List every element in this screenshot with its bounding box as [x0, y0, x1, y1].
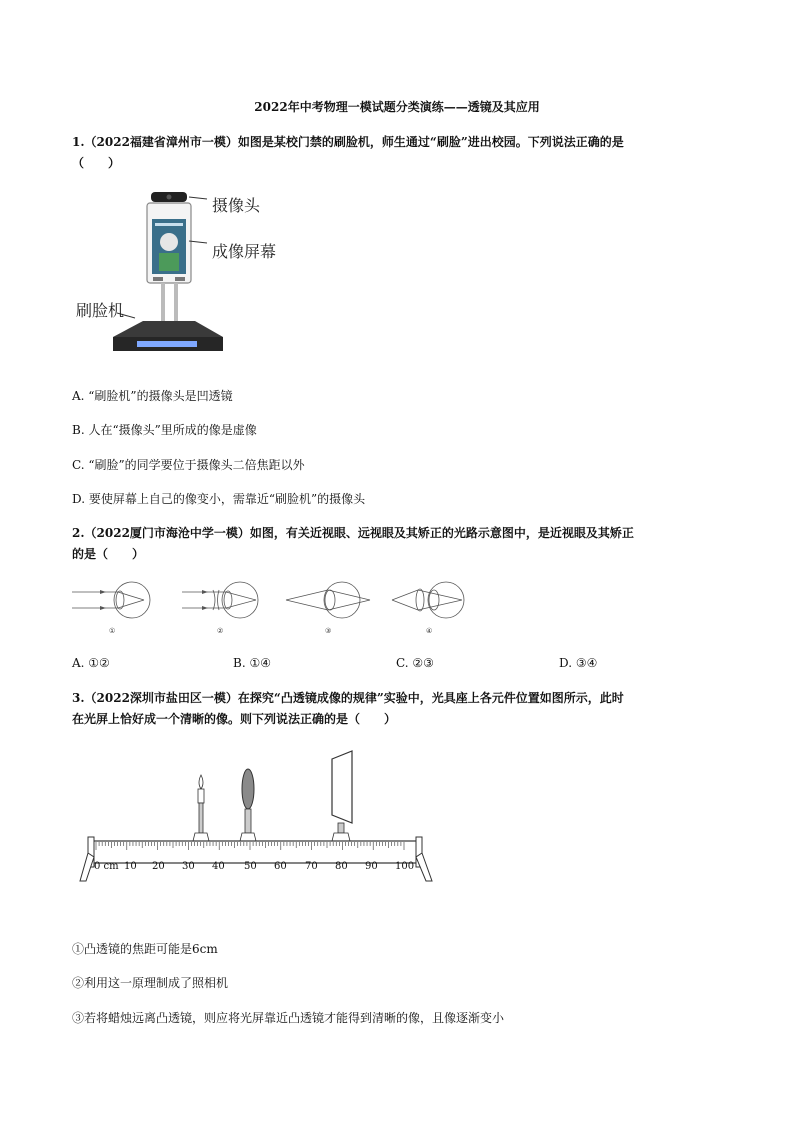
q1-option-b: B. 人在“摄像头”里所成的像是虚像 [72, 423, 257, 437]
q3-statement-1: ①凸透镜的焦距可能是6cm [72, 942, 218, 956]
q1-option-a: A. “刷脸机”的摄像头是凹透镜 [72, 389, 233, 403]
q2-stem-line2: 的是（ ） [72, 547, 145, 561]
q3-statement-3: ③若将蜡烛远离凸透镜，则应将光屏靠近凸透镜才能得到清晰的像，且像逐渐变小 [72, 1011, 505, 1025]
q1-option-c: C. “刷脸”的同学要位于摄像头二倍焦距以外 [72, 458, 305, 472]
q3-stem-line2: 在光屏上恰好成一个清晰的像。则下列说法正确的是（ ） [72, 712, 397, 726]
ruler-label-70: 70 [305, 861, 318, 872]
ruler-label-40: 40 [212, 861, 225, 872]
ruler-label-60: 60 [274, 861, 287, 872]
q3-statement-2: ②利用这一原理制成了照相机 [72, 976, 229, 990]
page-title: 2022年中考物理一模试题分类演练——透镜及其应用 [254, 100, 540, 114]
light-screen [332, 751, 352, 823]
q2-option-b: B. ①④ [233, 656, 271, 670]
eye-label-3: ③ [325, 627, 332, 635]
ruler-label-50: 50 [244, 861, 257, 872]
eye-label-2: ② [217, 627, 224, 635]
ruler-label-10: 10 [124, 861, 137, 872]
q2-stem-line1: 2.（2022厦门市海沧中学一模）如图，有关近视眼、远视眼及其矫正的光路示意图中，是近视眼及其矫正 [72, 526, 634, 540]
eye-diagram-4 [392, 582, 464, 618]
ruler-label-80: 80 [335, 861, 348, 872]
ruler-label-100: 100 [395, 861, 415, 872]
convex-lens [242, 769, 254, 809]
candle-flame [199, 775, 203, 789]
eye-diagram-3 [286, 582, 370, 618]
eye-diagrams-figure [70, 578, 480, 628]
ruler-label-90: 90 [365, 861, 378, 872]
q2-option-d: D. ③④ [559, 656, 598, 670]
eye-diagram-1 [72, 582, 150, 618]
q1-stem-line1: 1.（2022福建省漳州市一模）如图是某校门禁的刷脸机，师生通过“刷脸”进出校园。下列说法正确的是 [72, 135, 624, 149]
eye-label-4: ④ [426, 627, 433, 635]
ruler-label-20: 20 [152, 861, 165, 872]
label-camera: 摄像头 [212, 196, 261, 215]
q1-option-d: D. 要使屏幕上自己的像变小，需靠近“刷脸机”的摄像头 [72, 492, 366, 506]
candle [198, 789, 204, 803]
label-machine: 刷脸机 [76, 301, 125, 320]
q3-stem-line1: 3.（2022深圳市盐田区一模）在探究“凸透镜成像的规律”实验中，光具座上各元件位置如图所示，此时 [72, 691, 624, 705]
ruler-labels [94, 859, 424, 873]
ruler-label-30: 30 [182, 861, 195, 872]
q2-option-c: C. ②③ [396, 656, 434, 670]
label-screen: 成像屏幕 [212, 242, 277, 261]
q1-stem-line2: （ ） [72, 156, 121, 170]
eye-diagram-2 [182, 582, 258, 618]
q2-option-a: A. ①② [72, 656, 110, 670]
ruler-label-0: 0 cm [94, 861, 119, 872]
eye-label-1: ① [109, 627, 116, 635]
